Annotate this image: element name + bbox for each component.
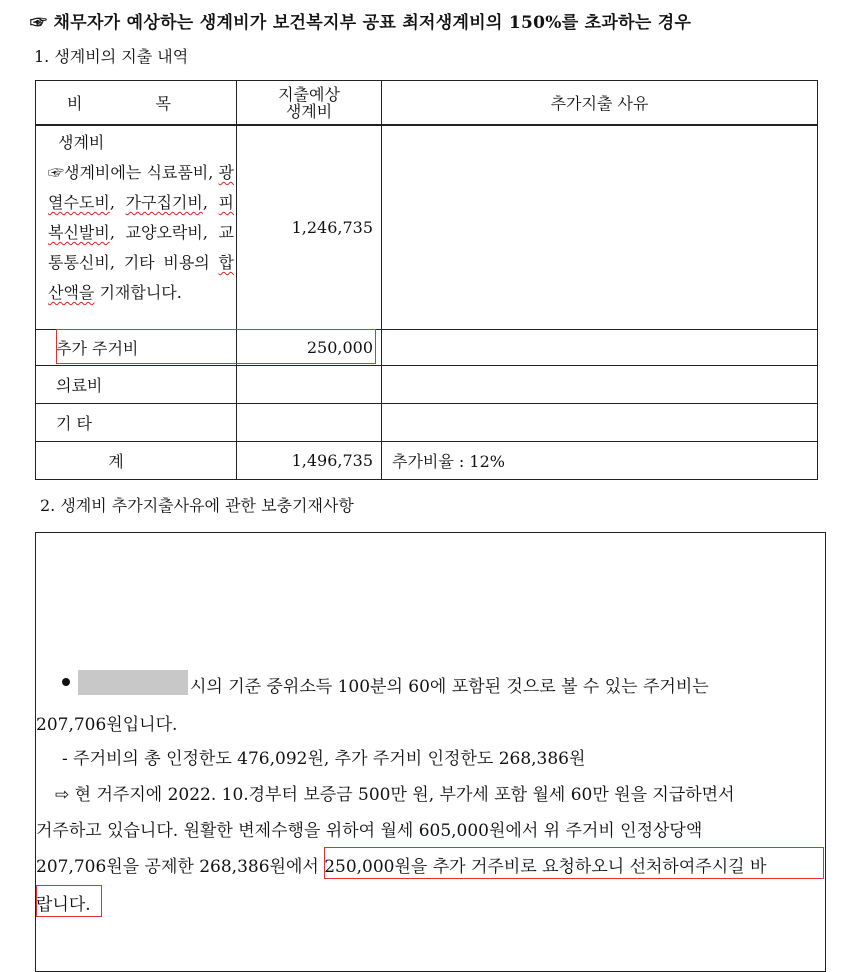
supplement-line-3: - 주거비의 총 인정한도 476,092원, 추가 주거비 인정한도 268,386원 [62,749,586,769]
table-row-medical [36,366,818,404]
right-arrow-icon: ⇨ [55,785,70,805]
header-item: 비 목 [36,81,237,126]
header-reason: 추가지출 사유 [382,81,818,126]
supplement-line-7: 랍니다. [36,895,91,915]
table-row-living [36,125,818,330]
section-1-heading: 1. 생계비의 지출 내역 [34,47,189,66]
living-label: 생계비 [58,133,105,152]
medical-reason [382,366,818,404]
expense-table [35,80,818,480]
highlight-request-end [36,885,102,917]
medical-amount [237,366,382,404]
total-ratio: 추가비율 : 12% [382,442,818,480]
supplement-line-2: 207,706원입니다. [36,715,178,735]
housing-amount: 250,000 [237,330,382,366]
header-expected-line2: 생계비 [285,101,333,121]
other-amount [237,404,382,442]
bullet-icon [62,678,70,686]
supplement-line-1: 시의 기준 중위소득 100분의 60에 포함된 것으로 볼 수 있는 주거비는 [190,677,709,697]
supplement-line-5: 거주하고 있습니다. 원활한 변제수행을 위하여 월세 605,000원에서 위 주거비 인정상당액 [36,821,703,841]
living-amount: 1,246,735 [237,125,382,330]
medical-label: 의료비 [36,366,237,404]
living-note: ☞생계비에는 식료품비, 광열수도비, 가구집기비, 피복신발비, 교양오락비, 교통통신비, 기타 비용의 합산액을 기재합니다. [48,163,235,302]
living-cell [36,125,237,330]
table-header-row [36,81,818,126]
table-row-other [36,404,818,442]
page-title: ☞ 채무자가 예상하는 생계비가 보건복지부 공표 최저생계비의 150%를 초과하는 경우 [30,13,692,33]
total-label: 계 [36,442,237,480]
other-reason [382,404,818,442]
redacted-region [78,670,188,695]
section-2-heading: 2. 생계비 추가지출사유에 관한 보충기재사항 [40,496,354,515]
highlight-request [324,847,824,879]
total-amount: 1,496,735 [237,442,382,480]
supplement-line-4: ⇨ 현 거주지에 2022. 10.경부터 보증금 500만 원, 부가세 포함 월세 60만 원을 지급하면서 [55,785,735,805]
housing-reason [382,330,818,366]
table-row-total [36,442,818,480]
header-expected [237,81,382,126]
other-label: 기 타 [36,404,237,442]
housing-label: 추가 주거비 [36,330,237,366]
living-reason [382,125,818,330]
supplement-line-6: 207,706원을 공제한 268,386원에서 250,000원을 추가 거주비로 요청하오니 선처하여주시길 바 [36,857,767,877]
header-expected-line1: 지출예상 [278,84,340,104]
highlight-housing-row [56,329,376,364]
